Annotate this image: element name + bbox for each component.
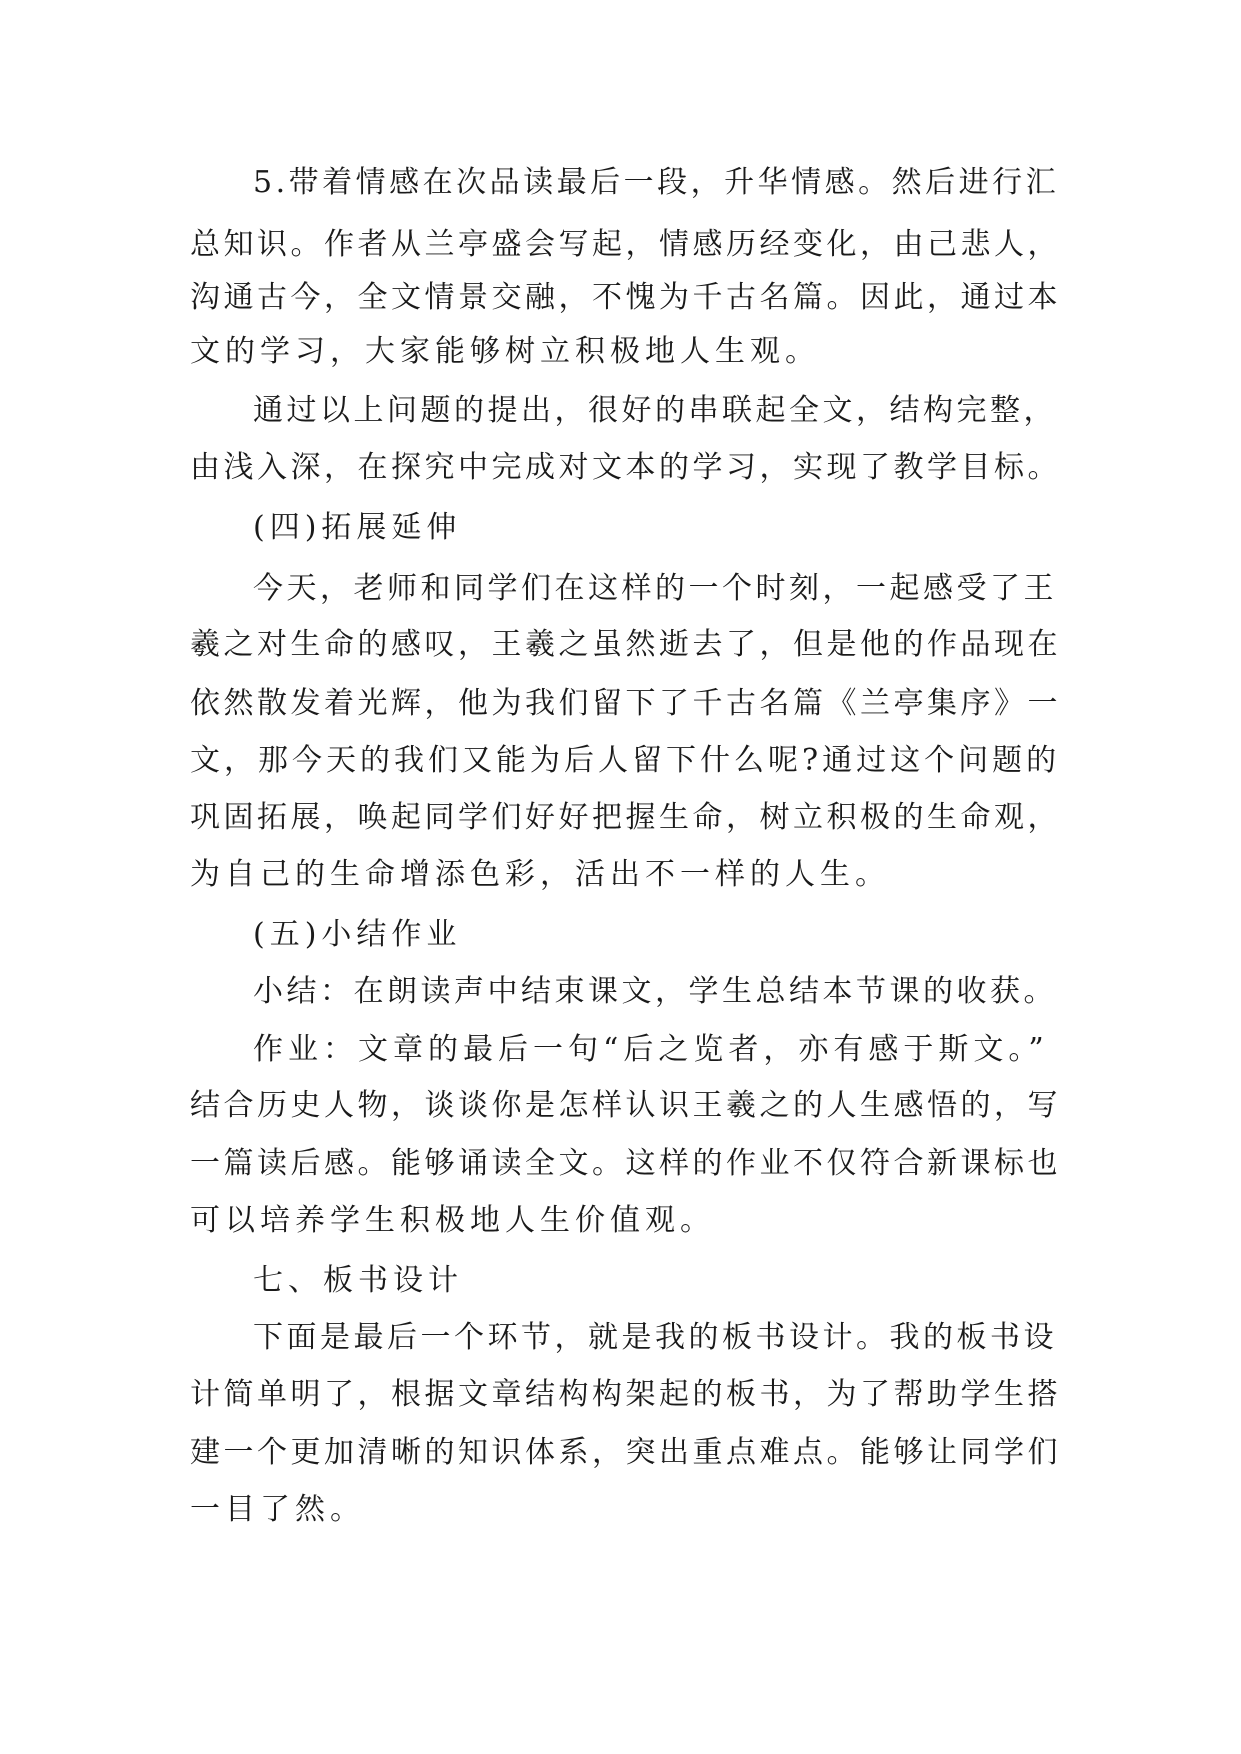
text-line: 沟通古今，全文情景交融，不愧为千古名篇。因此，通过本 (190, 280, 1061, 315)
text-line: 文的学习，大家能够树立积极地人生观。 (190, 334, 820, 369)
text-line: 为自己的生命增添色彩，活出不一样的人生。 (190, 857, 890, 892)
section-heading: 七、板书设计 (253, 1263, 463, 1298)
text-line: 结合历史人物，谈谈你是怎样认识王羲之的人生感悟的，写 (190, 1088, 1061, 1123)
text-line: 下面是最后一个环节，就是我的板书设计。我的板书设 (253, 1320, 1057, 1355)
text-line: 建一个更加清晰的知识体系，突出重点难点。能够让同学们 (190, 1435, 1061, 1470)
text-line: 5.带着情感在次品读最后一段，升华情感。然后进行汇 (253, 165, 1060, 200)
text-line: 通过以上问题的提出，很好的串联起全文，结构完整， (253, 393, 1057, 428)
text-line: 巩固拓展，唤起同学们好好把握生命，树立积极的生命观， (190, 800, 1061, 835)
text-line: 文，那今天的我们又能为后人留下什么呢?通过这个问题的 (190, 743, 1061, 778)
text-line: 依然散发着光辉，他为我们留下了千古名篇《兰亭集序》一 (190, 686, 1061, 721)
text-line: 羲之对生命的感叹，王羲之虽然逝去了，但是他的作品现在 (190, 627, 1061, 662)
section-heading: (四)拓展延伸 (253, 510, 462, 545)
text-line: 一目了然。 (190, 1492, 365, 1527)
text-line: 一篇读后感。能够诵读全文。这样的作业不仅符合新课标也 (190, 1146, 1061, 1181)
text-line: 总知识。作者从兰亭盛会写起，情感历经变化，由己悲人， (190, 227, 1061, 262)
text-line: 计简单明了，根据文章结构构架起的板书，为了帮助学生搭 (190, 1377, 1061, 1412)
text-line: 可以培养学生积极地人生价值观。 (190, 1203, 715, 1238)
text-line: 今天，老师和同学们在这样的一个时刻，一起感受了王 (253, 571, 1057, 606)
text-line: 小结：在朗读声中结束课文，学生总结本节课的收获。 (253, 974, 1057, 1009)
text-line: 由浅入深，在探究中完成对文本的学习，实现了教学目标。 (190, 450, 1061, 485)
text-line: 作业：文章的最后一句“后之览者，亦有感于斯文。” (253, 1032, 1049, 1067)
section-heading: (五)小结作业 (253, 917, 462, 952)
